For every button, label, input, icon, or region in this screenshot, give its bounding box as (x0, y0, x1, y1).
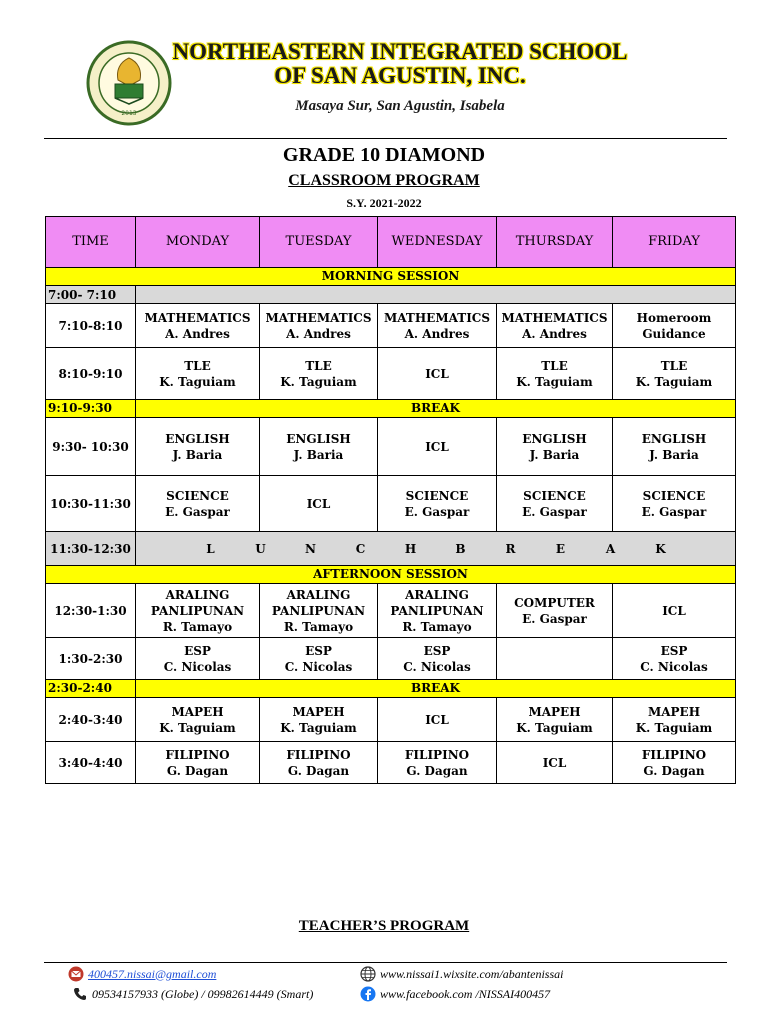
subject-name: MAPEH (171, 704, 224, 719)
website-link[interactable]: www.nissai1.wixsite.com/abantenissai (380, 966, 564, 981)
email-icon (68, 966, 84, 982)
facebook-link[interactable]: www.facebook.com /NISSAI400457 (380, 986, 551, 1001)
subject-name: Homeroom (636, 310, 712, 325)
footer-email (68, 966, 216, 982)
teacher-name: C. Nicolas (163, 659, 232, 674)
time-cell: 8:10-9:10 (46, 348, 136, 400)
col-tuesday: TUESDAY (260, 217, 378, 268)
empty-cell (136, 286, 736, 304)
teacher-name: A. Andres (165, 326, 230, 341)
table-row (46, 476, 736, 532)
subject-cell (378, 348, 497, 400)
subject-cell (260, 304, 378, 348)
subject-name: E. Gaspar (522, 611, 587, 626)
lunch-row (46, 532, 736, 566)
teacher-name: K. Taguiam (635, 374, 713, 389)
subject-name: TLE (660, 358, 688, 373)
table-row (46, 348, 736, 400)
teacher-name: K. Taguiam (159, 374, 236, 389)
school-name-line2: OF SAN AGUSTIN, INC. (274, 63, 526, 88)
subject-name: TLE (305, 358, 332, 373)
subject-cell (378, 698, 497, 742)
school-seal-icon (86, 40, 172, 126)
subject-cell (136, 742, 260, 784)
header-row (46, 217, 736, 268)
subject-name: ARALING (165, 587, 230, 602)
program-title: CLASSROOM PROGRAM (288, 172, 480, 189)
subject-cell (378, 638, 497, 680)
col-wednesday: WEDNESDAY (378, 217, 497, 268)
teacher-name: K. Taguiam (516, 720, 593, 735)
subject-name: FILIPINO (286, 747, 351, 762)
time-cell: 1:30-2:30 (46, 638, 136, 680)
subject-cell (497, 742, 613, 784)
subject-name: PANLIPUNAN (150, 603, 245, 618)
table-row (46, 286, 736, 304)
subject-name: ARALING (286, 587, 351, 602)
teacher-name: K. Taguiam (280, 374, 357, 389)
afternoon-session-label: AFTERNOON SESSION (46, 566, 736, 584)
teacher-name: K. Taguiam (635, 720, 713, 735)
teacher-name: A. Andres (404, 326, 470, 341)
subject-cell (260, 418, 378, 476)
subject-cell (497, 638, 613, 680)
teacher-name: G. Dagan (166, 763, 229, 778)
lunch-letter: C (355, 541, 366, 556)
subject-name: FILIPINO (165, 747, 230, 762)
subject-name: ESP (184, 643, 211, 658)
subject-cell (613, 584, 736, 638)
subject-name: ENGLISH (522, 431, 587, 446)
subject-cell (497, 584, 613, 638)
teacher-name: C. Nicolas (284, 659, 353, 674)
morning-session-row (46, 268, 736, 286)
subject-name: SCIENCE (166, 488, 229, 503)
teacher-name: R. Tamayo (283, 619, 354, 634)
school-name-line1: NORTHEASTERN INTEGRATED SCHOOL (172, 39, 628, 64)
subject-name: MATHEMATICS (144, 310, 251, 325)
subject-name: ENGLISH (286, 431, 351, 446)
col-thursday: THURSDAY (497, 217, 613, 268)
lunch-letter: U (255, 541, 266, 556)
teacher-name: G. Dagan (643, 763, 705, 778)
subject-name: ESP (423, 643, 451, 658)
subject-name: ICL (662, 603, 686, 618)
globe-icon (360, 966, 376, 982)
teacher-name: A. Andres (286, 326, 351, 341)
lunch-letter: L (206, 541, 215, 556)
col-time: TIME (46, 217, 136, 268)
teacher-name: E. Gaspar (522, 504, 587, 519)
subject-cell (260, 742, 378, 784)
time-cell: 12:30-1:30 (46, 584, 136, 638)
facebook-icon (360, 986, 376, 1002)
teacher-name: C. Nicolas (403, 659, 471, 674)
time-cell: 2:30-2:40 (46, 680, 136, 698)
subject-name: MATHEMATICS (501, 310, 608, 325)
break-row (46, 400, 736, 418)
subject-name: MAPEH (528, 704, 581, 719)
subject-cell (613, 418, 736, 476)
teacher-name: J. Baria (293, 447, 344, 462)
subject-name: ENGLISH (165, 431, 230, 446)
table-row (46, 304, 736, 348)
subject-cell (260, 348, 378, 400)
subject-cell (497, 476, 613, 532)
teacher-name: K. Taguiam (280, 720, 357, 735)
lunch-letter: N (305, 541, 316, 556)
table-row (46, 584, 736, 638)
footer (66, 962, 728, 1012)
teacher-name: J. Baria (172, 447, 223, 462)
subject-cell (613, 304, 736, 348)
subject-name: SCIENCE (642, 488, 706, 503)
subject-cell (497, 348, 613, 400)
subject-name: ICL (425, 439, 449, 454)
school-year: S.Y. 2021-2022 (346, 196, 422, 210)
subject-cell (497, 418, 613, 476)
subject-cell (613, 742, 736, 784)
subject-name: ESP (660, 643, 688, 658)
teacher-name: K. Taguiam (159, 720, 236, 735)
col-friday: FRIDAY (613, 217, 736, 268)
subject-cell (136, 418, 260, 476)
subject-name: TLE (541, 358, 568, 373)
subject-cell (378, 584, 497, 638)
subject-cell (613, 348, 736, 400)
table-row (46, 418, 736, 476)
time-cell: 7:10-8:10 (46, 304, 136, 348)
subject-cell (378, 304, 497, 348)
subject-cell (136, 584, 260, 638)
teacher-name: C. Nicolas (640, 659, 708, 674)
subject-name: ENGLISH (641, 431, 707, 446)
school-name (170, 40, 630, 88)
time-cell: 7:00- 7:10 (46, 286, 136, 304)
lunch-letter: H (404, 541, 417, 556)
school-address: Masaya Sur, San Agustin, Isabela (295, 98, 505, 114)
lunch-letter: E (555, 541, 566, 556)
subject-name: SCIENCE (523, 488, 586, 503)
subject-cell (260, 638, 378, 680)
time-cell: 10:30-11:30 (46, 476, 136, 532)
grade-title: GRADE 10 DIAMOND (282, 144, 486, 166)
subject-name: PANLIPUNAN (271, 603, 366, 618)
teacher-name: E. Gaspar (165, 504, 230, 519)
teacher-name: R. Tamayo (162, 619, 233, 634)
time-cell: 3:40-4:40 (46, 742, 136, 784)
subject-cell (260, 584, 378, 638)
subject-cell (613, 698, 736, 742)
afternoon-session-row (46, 566, 736, 584)
teacher-name: Guidance (642, 326, 706, 341)
subject-cell (136, 698, 260, 742)
subject-cell (613, 638, 736, 680)
subject-cell (136, 476, 260, 532)
teacher-name: E. Gaspar (641, 504, 707, 519)
subject-cell (136, 304, 260, 348)
phone-numbers: 09534157933 (Globe) / 09982614449 (Smart) (92, 986, 314, 1001)
subject-cell (613, 476, 736, 532)
time-cell: 2:40-3:40 (46, 698, 136, 742)
teacher-name: E. Gaspar (404, 504, 470, 519)
lunch-letter: A (605, 541, 616, 556)
subject-cell (136, 638, 260, 680)
lunch-letter: R (505, 541, 516, 556)
subject-cell (497, 304, 613, 348)
subject-name: MAPEH (292, 704, 345, 719)
teacher-name: G. Dagan (406, 763, 468, 778)
subject-name: TLE (184, 358, 211, 373)
subject-name: FILIPINO (641, 747, 707, 762)
break-label: BREAK (136, 680, 736, 698)
subject-name: MATHEMATICS (265, 310, 372, 325)
subject-cell (260, 476, 378, 532)
subject-cell (378, 742, 497, 784)
subject-name: ICL (425, 712, 449, 727)
lunch-letter: K (655, 541, 666, 556)
teacher-name: K. Taguiam (516, 374, 593, 389)
break-row (46, 680, 736, 698)
subject-name: MAPEH (647, 704, 701, 719)
teacher-name: G. Dagan (287, 763, 350, 778)
table-row (46, 698, 736, 742)
subject-cell (378, 418, 497, 476)
subject-name: ICL (306, 496, 331, 511)
teacher-name: J. Baria (649, 447, 699, 462)
morning-session-label: MORNING SESSION (46, 268, 736, 286)
subject-cell (378, 476, 497, 532)
subject-name: SCIENCE (405, 488, 469, 503)
header-divider (44, 138, 727, 139)
time-cell: 9:30- 10:30 (46, 418, 136, 476)
subject-name: FILIPINO (404, 747, 470, 762)
footer-website (360, 966, 563, 982)
subject-name: ICL (425, 366, 449, 381)
subject-name: PANLIPUNAN (390, 603, 484, 618)
time-cell: 11:30-12:30 (46, 532, 136, 566)
schedule-table (45, 216, 736, 784)
phone-icon (72, 986, 88, 1002)
teachers-program-title: TEACHER’S PROGRAM (298, 918, 470, 934)
subject-cell (136, 348, 260, 400)
seal-year: 2013 (121, 110, 137, 117)
lunch-break-label (136, 532, 736, 566)
break-label: BREAK (136, 400, 736, 418)
teacher-name: R. Tamayo (402, 619, 472, 634)
subject-name: MATHEMATICS (383, 310, 491, 325)
letterhead (0, 0, 768, 140)
subject-name: ICL (542, 755, 567, 770)
subject-cell (497, 698, 613, 742)
teacher-name: A. Andres (522, 326, 587, 341)
subject-name: ESP (305, 643, 332, 658)
time-cell: 9:10-9:30 (46, 400, 136, 418)
subject-cell (260, 698, 378, 742)
subject-name: ARALING (405, 587, 469, 602)
email-link[interactable]: 400457.nissai@gmail.com (88, 966, 217, 981)
subject-name: COMPUTER (514, 595, 595, 610)
table-row (46, 638, 736, 680)
lunch-letter: B (455, 541, 466, 556)
table-row (46, 742, 736, 784)
footer-facebook (360, 986, 550, 1002)
footer-phones (72, 986, 313, 1002)
teacher-name: J. Baria (529, 447, 580, 462)
col-monday: MONDAY (136, 217, 260, 268)
